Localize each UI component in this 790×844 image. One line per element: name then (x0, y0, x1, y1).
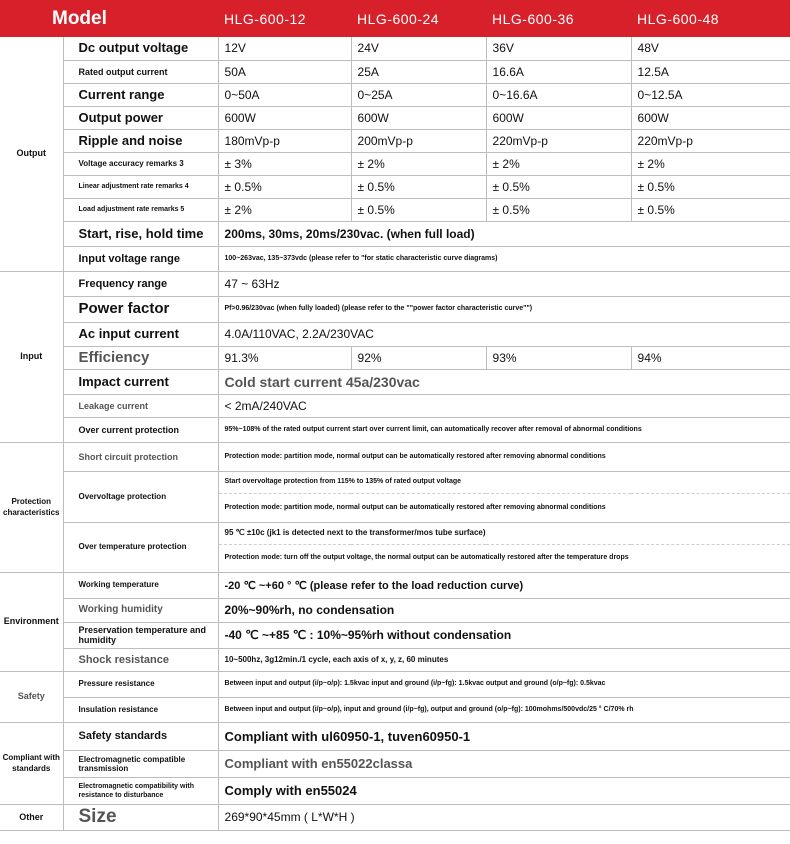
spec-row (0, 622, 790, 648)
category-other: Other (0, 804, 63, 830)
spec-label: Over temperature protection (63, 522, 218, 572)
spec-value: -40 ℃ ~+85 ℃ : 10%~95%rh without condensation (218, 622, 790, 648)
spec-label: Leakage current (63, 394, 218, 417)
spec-label: Overvoltage protection (63, 471, 218, 522)
spec-label: Frequency range (63, 271, 218, 296)
spec-value: 0~16.6A (486, 83, 631, 106)
spec-label: Preservation temperature and humidity (63, 622, 218, 648)
spec-value: 10~500hz, 3g12min./1 cycle, each axis of x, y, z, 60 minutes (218, 648, 790, 671)
spec-row (0, 129, 790, 152)
spec-row (0, 322, 790, 346)
spec-value: 180mVp-p (218, 129, 351, 152)
spec-row (0, 442, 790, 471)
spec-label: Current range (63, 83, 218, 106)
spec-value: ± 2% (631, 152, 790, 175)
spec-value: Protection mode: turn off the output voltage, the normal output can be automatically restored after the temperature drops (218, 544, 790, 572)
spec-value: 220mVp-p (631, 129, 790, 152)
spec-label: Working humidity (63, 598, 218, 622)
spec-value: 200ms, 30ms, 20ms/230vac. (when full load) (218, 221, 790, 246)
spec-row (0, 572, 790, 598)
spec-label: Pressure resistance (63, 671, 218, 697)
spec-label: Input voltage range (63, 246, 218, 271)
spec-label: Voltage accuracy remarks 3 (63, 152, 218, 175)
spec-value: 50A (218, 60, 351, 83)
spec-value: 95%~108% of the rated output current start over current limit, can automatically recover after removal of abnormal conditions (218, 417, 790, 442)
spec-value: 600W (631, 106, 790, 129)
spec-label: Efficiency (63, 346, 218, 369)
header-row (0, 0, 790, 37)
spec-value: 36V (486, 37, 631, 60)
spec-value: 12.5A (631, 60, 790, 83)
spec-value: 0~12.5A (631, 83, 790, 106)
spec-value: ± 0.5% (631, 198, 790, 221)
spec-label: Shock resistance (63, 648, 218, 671)
category-output: Output (0, 37, 63, 271)
spec-row (0, 346, 790, 369)
spec-value: 269*90*45mm ( L*W*H ) (218, 804, 790, 830)
spec-value: 4.0A/110VAC, 2.2A/230VAC (218, 322, 790, 346)
spec-value: < 2mA/240VAC (218, 394, 790, 417)
category-compliant: Compliant with standards (0, 722, 63, 804)
spec-row (0, 804, 790, 830)
spec-value: 100~263vac, 135~373vdc (please refer to "for static characteristic curve diagrams) (218, 246, 790, 271)
spec-value: 25A (351, 60, 486, 83)
spec-value: 92% (351, 346, 486, 369)
model-name: HLG-600-12 (218, 0, 351, 37)
spec-value: ± 0.5% (218, 175, 351, 198)
spec-label: Ac input current (63, 322, 218, 346)
spec-row (0, 522, 790, 544)
spec-value: 600W (218, 106, 351, 129)
spec-row (0, 471, 790, 493)
spec-label: Working temperature (63, 572, 218, 598)
spec-value: 94% (631, 346, 790, 369)
spec-value: 48V (631, 37, 790, 60)
model-header: Model (0, 0, 218, 37)
spec-value: Cold start current 45a/230vac (218, 369, 790, 394)
spec-value: Between input and output (i/p~o/p): 1.5kvac input and ground (i/p~fg): 1.5kvac output and ground (o/p~fg): 0.5kvac (218, 671, 790, 697)
spec-value: 93% (486, 346, 631, 369)
spec-value: 24V (351, 37, 486, 60)
spec-value: ± 2% (351, 152, 486, 175)
spec-label: Electromagnetic compatibility with resistance to disturbance (63, 777, 218, 804)
spec-row (0, 152, 790, 175)
spec-row (0, 221, 790, 246)
spec-label: Insulation resistance (63, 697, 218, 722)
model-name: HLG-600-36 (486, 0, 631, 37)
spec-label: Safety standards (63, 722, 218, 750)
spec-row (0, 750, 790, 777)
spec-row (0, 671, 790, 697)
spec-value: Protection mode: partition mode, normal output can be automatically restored after removing abnormal conditions (218, 442, 790, 471)
spec-value: 20%~90%rh, no condensation (218, 598, 790, 622)
spec-row (0, 246, 790, 271)
spec-row (0, 777, 790, 804)
spec-row (0, 296, 790, 322)
spec-row (0, 394, 790, 417)
category-environment: Environment (0, 572, 63, 671)
spec-value: 12V (218, 37, 351, 60)
spec-value: 0~25A (351, 83, 486, 106)
spec-value: ± 2% (486, 152, 631, 175)
spec-value: 0~50A (218, 83, 351, 106)
spec-label: Impact current (63, 369, 218, 394)
spec-row (0, 722, 790, 750)
spec-label: Output power (63, 106, 218, 129)
spec-value: ± 0.5% (351, 175, 486, 198)
spec-row (0, 697, 790, 722)
spec-value: Between input and output (i/p~o/p), input and ground (i/p~fg), output and ground (o/p~fg): 100mohms/500vdc/25 ° C/70% rh (218, 697, 790, 722)
spec-value: Comply with en55024 (218, 777, 790, 804)
spec-value: 200mVp-p (351, 129, 486, 152)
model-name: HLG-600-48 (631, 0, 790, 37)
spec-label: Electromagnetic compatible transmission (63, 750, 218, 777)
spec-value: Compliant with en55022classa (218, 750, 790, 777)
spec-row (0, 369, 790, 394)
spec-value: ± 2% (218, 198, 351, 221)
spec-value: 95 ℃ ±10c (jk1 is detected next to the transformer/mos tube surface) (218, 522, 790, 544)
spec-value: 600W (351, 106, 486, 129)
spec-row (0, 37, 790, 60)
spec-value: ± 0.5% (351, 198, 486, 221)
spec-row (0, 598, 790, 622)
spec-label: Size (63, 804, 218, 830)
spec-label: Load adjustment rate remarks 5 (63, 198, 218, 221)
spec-value: ± 0.5% (631, 175, 790, 198)
spec-value: -20 ℃ ~+60 ° ℃ (please refer to the load reduction curve) (218, 572, 790, 598)
spec-value: ± 0.5% (486, 175, 631, 198)
spec-row (0, 198, 790, 221)
spec-label: Ripple and noise (63, 129, 218, 152)
spec-row (0, 648, 790, 671)
spec-value: 600W (486, 106, 631, 129)
spec-value: ± 3% (218, 152, 351, 175)
spec-row (0, 106, 790, 129)
spec-row (0, 175, 790, 198)
spec-row (0, 271, 790, 296)
spec-row (0, 417, 790, 442)
spec-value: Protection mode: partition mode, normal output can be automatically restored after removing abnormal conditions (218, 493, 790, 522)
spec-value: ± 0.5% (486, 198, 631, 221)
spec-label: Over current protection (63, 417, 218, 442)
spec-label: Linear adjustment rate remarks 4 (63, 175, 218, 198)
spec-label: Dc output voltage (63, 37, 218, 60)
spec-value: Start overvoltage protection from 115% to 135% of rated output voltage (218, 471, 790, 493)
spec-value: Pf>0.96/230vac (when fully loaded) (please refer to the ""power factor characteristic curve"") (218, 296, 790, 322)
category-safety: Safety (0, 671, 63, 722)
spec-value: 220mVp-p (486, 129, 631, 152)
model-name: HLG-600-24 (351, 0, 486, 37)
spec-value: Compliant with ul60950-1, tuven60950-1 (218, 722, 790, 750)
spec-row (0, 60, 790, 83)
spec-value: 91.3% (218, 346, 351, 369)
spec-row (0, 83, 790, 106)
spec-value: 16.6A (486, 60, 631, 83)
spec-label: Short circuit protection (63, 442, 218, 471)
spec-label: Rated output current (63, 60, 218, 83)
spec-label: Power factor (63, 296, 218, 322)
spec-value: 47 ~ 63Hz (218, 271, 790, 296)
spec-label: Start, rise, hold time (63, 221, 218, 246)
category-input: Input (0, 271, 63, 442)
category-protection: Protection characteristics (0, 442, 63, 572)
